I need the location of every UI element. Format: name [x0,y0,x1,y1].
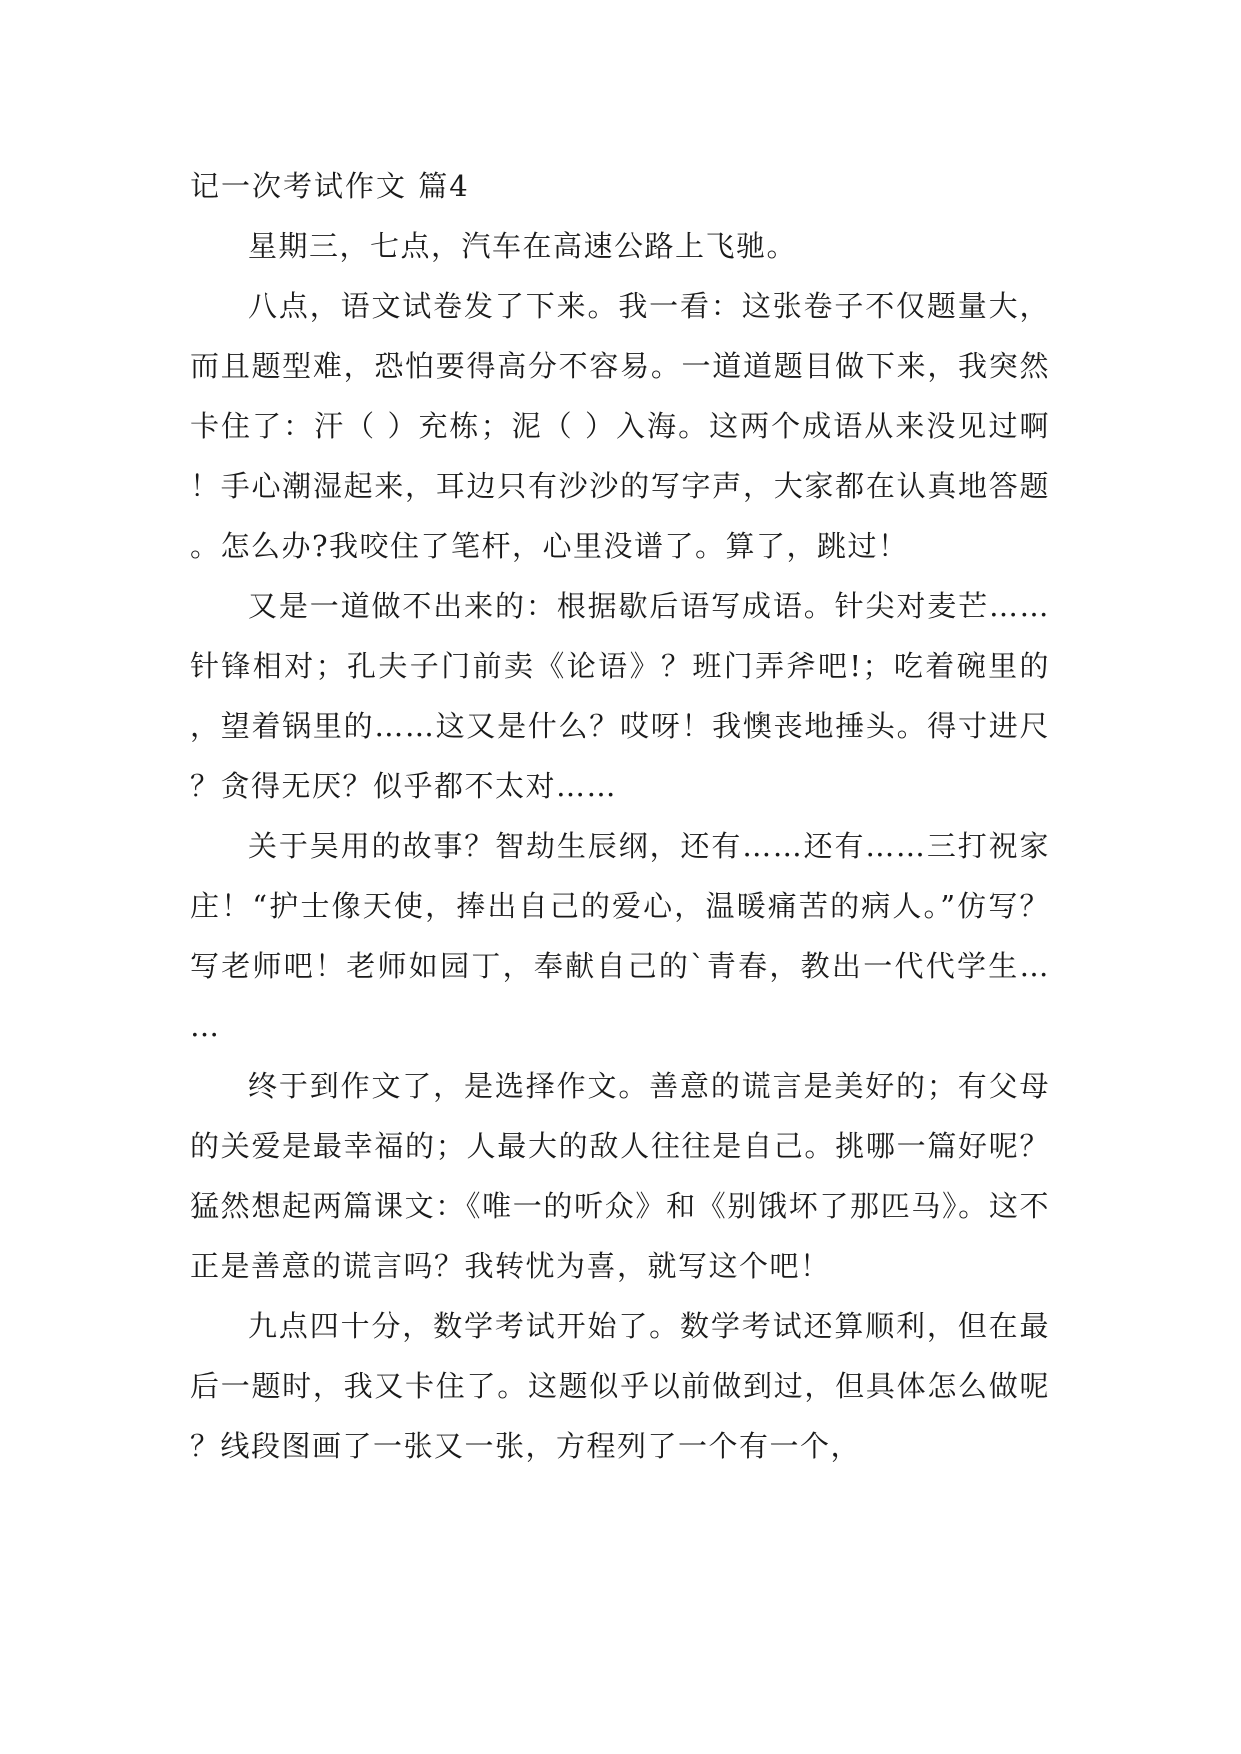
paragraph-6: 九点四十分，数学考试开始了。数学考试还算顺利，但在最后一题时，我又卡住了。这题似乎以前做到过，但具体怎么做呢？线段图画了一张又一张，方程列了一个有一个， [190,1309,1050,1463]
paragraph-4: 关于吴用的故事？智劫生辰纲，还有……还有……三打祝家庄！“护士像天使，捧出自己的爱心，温暖痛苦的病人。”仿写？写老师吧！老师如园丁，奉献自己的`青春，教出一代代学生…… [190,829,1050,1043]
document-title: 记一次考试作文 篇4 [190,169,470,203]
paragraph-2: 八点，语文试卷发了下来。我一看：这张卷子不仅题量大，而且题型难，恐怕要得高分不容易。一道道题目做下来，我突然卡住了：汗（ ）充栋；泥（ ）入海。这两个成语从来没见过啊！手心潮湿起来，耳边只有沙沙的写字声，大家都在认真地答题。怎么办?我咬住了笔杆，心里没谱了。算了，跳过！ [190,289,1050,563]
paragraph-3: 又是一道做不出来的：根据歇后语写成语。针尖对麦芒……针锋相对；孔夫子门前卖《论语》？班门弄斧吧!；吃着碗里的，望着锅里的……这又是什么？哎呀！我懊丧地捶头。得寸进尺？贪得无厌？似乎都不太对…… [190,589,1050,803]
paragraph-1: 星期三，七点，汽车在高速公路上飞驰。 [248,229,798,263]
document-body [190,156,1050,1476]
paragraph-5: 终于到作文了，是选择作文。善意的谎言是美好的；有父母的关爱是最幸福的；人最大的敌人往往是自己。挑哪一篇好呢？猛然想起两篇课文：《唯一的听众》和《别饿坏了那匹马》。这不正是善意的谎言吗？我转忧为喜，就写这个吧！ [190,1069,1050,1283]
